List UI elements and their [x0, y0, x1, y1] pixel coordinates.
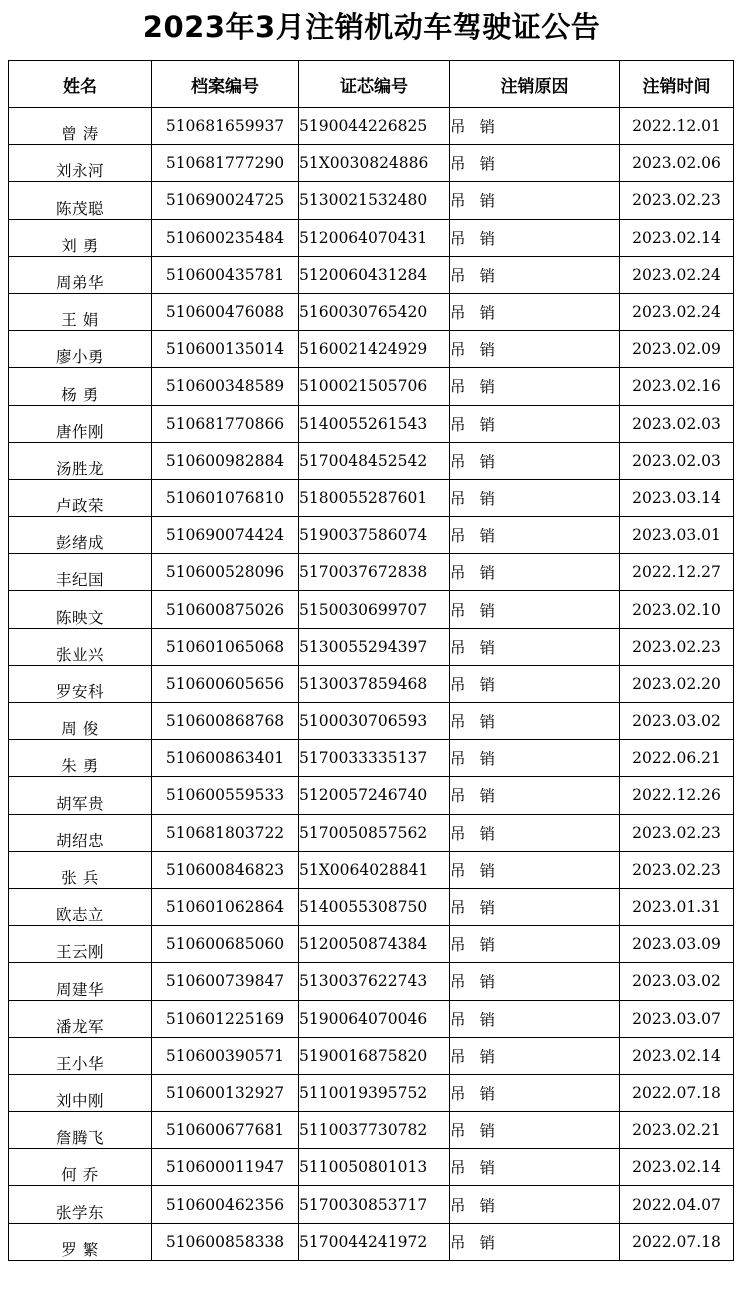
cell-name: 罗安科	[9, 665, 152, 702]
cell-file-number: 510600011947	[152, 1149, 299, 1186]
cell-chip-number: 5140055261543	[299, 405, 450, 442]
table-row	[9, 368, 734, 405]
cell-chip-number: 5170030853717	[299, 1186, 450, 1223]
table-row	[9, 219, 734, 256]
table-row	[9, 814, 734, 851]
cell-name: 陈映文	[9, 591, 152, 628]
cell-chip-number: 5130037859468	[299, 665, 450, 702]
table-row	[9, 331, 734, 368]
cell-date: 2023.02.20	[620, 665, 734, 702]
cell-date: 2022.04.07	[620, 1186, 734, 1223]
page-title: 2023年3月注销机动车驾驶证公告	[142, 10, 601, 44]
cell-date: 2022.12.26	[620, 777, 734, 814]
cell-name: 罗 繁	[9, 1223, 152, 1260]
column-header-reason: 注销原因	[450, 61, 620, 108]
column-header-file-number: 档案编号	[152, 61, 299, 108]
cell-chip-number: 5190016875820	[299, 1037, 450, 1074]
cell-reason: 吊销	[450, 963, 620, 1000]
cell-name: 刘永河	[9, 145, 152, 182]
cell-date: 2023.02.14	[620, 1149, 734, 1186]
cell-chip-number: 5110019395752	[299, 1074, 450, 1111]
cell-chip-number: 5190037586074	[299, 517, 450, 554]
table-row	[9, 442, 734, 479]
cell-chip-number: 5160021424929	[299, 331, 450, 368]
cell-date: 2023.03.01	[620, 517, 734, 554]
column-header-name: 姓名	[9, 61, 152, 108]
cell-name: 丰纪国	[9, 554, 152, 591]
cell-reason: 吊销	[450, 926, 620, 963]
cell-file-number: 510600739847	[152, 963, 299, 1000]
cell-reason: 吊销	[450, 1112, 620, 1149]
cell-name: 周建华	[9, 963, 152, 1000]
cell-reason: 吊销	[450, 591, 620, 628]
cell-name: 汤胜龙	[9, 442, 152, 479]
cell-reason: 吊销	[450, 703, 620, 740]
table-row	[9, 703, 734, 740]
cell-chip-number: 51X0064028841	[299, 851, 450, 888]
cell-date: 2023.03.02	[620, 963, 734, 1000]
cell-chip-number: 5130037622743	[299, 963, 450, 1000]
cell-reason: 吊销	[450, 888, 620, 925]
cell-file-number: 510600435781	[152, 256, 299, 293]
cell-file-number: 510601062864	[152, 888, 299, 925]
cell-reason: 吊销	[450, 554, 620, 591]
cell-reason: 吊销	[450, 182, 620, 219]
cell-reason: 吊销	[450, 1074, 620, 1111]
cell-name: 潘龙军	[9, 1000, 152, 1037]
cell-date: 2023.03.09	[620, 926, 734, 963]
cell-chip-number: 5120060431284	[299, 256, 450, 293]
cell-chip-number: 5120050874384	[299, 926, 450, 963]
cell-date: 2023.01.31	[620, 888, 734, 925]
cell-chip-number: 5190064070046	[299, 1000, 450, 1037]
cell-reason: 吊销	[450, 1037, 620, 1074]
table-row	[9, 1074, 734, 1111]
table-row	[9, 777, 734, 814]
cell-file-number: 510600846823	[152, 851, 299, 888]
cell-chip-number: 5160030765420	[299, 293, 450, 330]
table-row	[9, 926, 734, 963]
cell-file-number: 510600868768	[152, 703, 299, 740]
cell-chip-number: 5130021532480	[299, 182, 450, 219]
cell-date: 2022.07.18	[620, 1074, 734, 1111]
cell-reason: 吊销	[450, 368, 620, 405]
cell-date: 2022.07.18	[620, 1223, 734, 1260]
cell-file-number: 510601225169	[152, 1000, 299, 1037]
cell-reason: 吊销	[450, 479, 620, 516]
cell-name: 胡绍忠	[9, 814, 152, 851]
cell-name: 曾 涛	[9, 108, 152, 145]
table-row	[9, 591, 734, 628]
table-row	[9, 851, 734, 888]
cell-name: 廖小勇	[9, 331, 152, 368]
table-row	[9, 1186, 734, 1223]
cell-date: 2023.02.23	[620, 628, 734, 665]
table-row	[9, 963, 734, 1000]
cell-reason: 吊销	[450, 517, 620, 554]
cell-file-number: 510600390571	[152, 1037, 299, 1074]
cell-chip-number: 5170048452542	[299, 442, 450, 479]
cell-date: 2023.02.23	[620, 851, 734, 888]
cell-date: 2023.02.10	[620, 591, 734, 628]
cell-name: 何 乔	[9, 1149, 152, 1186]
cell-name: 周弟华	[9, 256, 152, 293]
cell-chip-number: 5110037730782	[299, 1112, 450, 1149]
cell-date: 2023.02.06	[620, 145, 734, 182]
table-row	[9, 293, 734, 330]
cell-file-number: 510600528096	[152, 554, 299, 591]
table-row	[9, 665, 734, 702]
cell-chip-number: 5170044241972	[299, 1223, 450, 1260]
cell-name: 彭绪成	[9, 517, 152, 554]
cell-file-number: 510600875026	[152, 591, 299, 628]
cell-name: 卢政荣	[9, 479, 152, 516]
cell-date: 2023.02.14	[620, 1037, 734, 1074]
table-row	[9, 108, 734, 145]
cell-reason: 吊销	[450, 1000, 620, 1037]
cell-chip-number: 5100030706593	[299, 703, 450, 740]
cell-reason: 吊销	[450, 628, 620, 665]
cell-chip-number: 5180055287601	[299, 479, 450, 516]
cell-name: 王 娟	[9, 293, 152, 330]
cell-chip-number: 5100021505706	[299, 368, 450, 405]
cell-name: 周 俊	[9, 703, 152, 740]
cell-reason: 吊销	[450, 442, 620, 479]
cell-date: 2022.12.27	[620, 554, 734, 591]
cell-file-number: 510600863401	[152, 740, 299, 777]
cell-file-number: 510681659937	[152, 108, 299, 145]
cell-date: 2023.02.09	[620, 331, 734, 368]
cell-file-number: 510600685060	[152, 926, 299, 963]
table-row	[9, 517, 734, 554]
cell-date: 2022.12.01	[620, 108, 734, 145]
cell-file-number: 510600677681	[152, 1112, 299, 1149]
cell-name: 刘 勇	[9, 219, 152, 256]
table-row	[9, 628, 734, 665]
table-row	[9, 182, 734, 219]
cell-file-number: 510600132927	[152, 1074, 299, 1111]
table-row	[9, 405, 734, 442]
cell-name: 王云刚	[9, 926, 152, 963]
cell-reason: 吊销	[450, 1186, 620, 1223]
cell-date: 2023.02.16	[620, 368, 734, 405]
cell-name: 杨 勇	[9, 368, 152, 405]
cell-reason: 吊销	[450, 814, 620, 851]
cell-reason: 吊销	[450, 108, 620, 145]
cell-reason: 吊销	[450, 740, 620, 777]
table-row	[9, 554, 734, 591]
cell-name: 詹腾飞	[9, 1112, 152, 1149]
cell-date: 2023.02.24	[620, 256, 734, 293]
cell-file-number: 510600462356	[152, 1186, 299, 1223]
cell-file-number: 510600982884	[152, 442, 299, 479]
table-row	[9, 740, 734, 777]
cell-file-number: 510690024725	[152, 182, 299, 219]
cell-date: 2023.02.23	[620, 814, 734, 851]
cell-chip-number: 5170037672838	[299, 554, 450, 591]
cell-date: 2023.02.24	[620, 293, 734, 330]
column-header-chip-number: 证芯编号	[299, 61, 450, 108]
cell-name: 朱 勇	[9, 740, 152, 777]
cell-chip-number: 5140055308750	[299, 888, 450, 925]
cell-name: 唐作刚	[9, 405, 152, 442]
cell-chip-number: 51X0030824886	[299, 145, 450, 182]
table-row	[9, 888, 734, 925]
cell-chip-number: 5170050857562	[299, 814, 450, 851]
table-row	[9, 1037, 734, 1074]
cell-reason: 吊销	[450, 665, 620, 702]
cell-name: 胡军贵	[9, 777, 152, 814]
cell-date: 2023.03.14	[620, 479, 734, 516]
column-header-date: 注销时间	[620, 61, 734, 108]
cell-chip-number: 5120064070431	[299, 219, 450, 256]
cell-reason: 吊销	[450, 777, 620, 814]
cell-date: 2022.06.21	[620, 740, 734, 777]
cell-file-number: 510690074424	[152, 517, 299, 554]
cell-file-number: 510681803722	[152, 814, 299, 851]
table-row	[9, 145, 734, 182]
cell-date: 2023.02.14	[620, 219, 734, 256]
cell-reason: 吊销	[450, 1149, 620, 1186]
cell-file-number: 510600235484	[152, 219, 299, 256]
cell-date: 2023.03.02	[620, 703, 734, 740]
cell-chip-number: 5190044226825	[299, 108, 450, 145]
table-body	[9, 108, 734, 1261]
cell-name: 陈茂聪	[9, 182, 152, 219]
cell-file-number: 510600476088	[152, 293, 299, 330]
cell-name: 张业兴	[9, 628, 152, 665]
table-header-row	[9, 61, 734, 108]
cell-file-number: 510600348589	[152, 368, 299, 405]
cell-chip-number: 5170033335137	[299, 740, 450, 777]
cell-name: 刘中刚	[9, 1074, 152, 1111]
table-row	[9, 1000, 734, 1037]
cell-reason: 吊销	[450, 219, 620, 256]
cell-file-number: 510600605656	[152, 665, 299, 702]
cell-name: 欧志立	[9, 888, 152, 925]
cell-file-number: 510681777290	[152, 145, 299, 182]
cell-name: 张 兵	[9, 851, 152, 888]
table-row	[9, 256, 734, 293]
table-row	[9, 479, 734, 516]
cell-file-number: 510600858338	[152, 1223, 299, 1260]
cell-date: 2023.02.03	[620, 442, 734, 479]
cell-chip-number: 5120057246740	[299, 777, 450, 814]
cell-reason: 吊销	[450, 405, 620, 442]
table-row	[9, 1112, 734, 1149]
table-row	[9, 1223, 734, 1260]
cell-reason: 吊销	[450, 256, 620, 293]
cell-date: 2023.02.23	[620, 182, 734, 219]
cell-name: 张学东	[9, 1186, 152, 1223]
cell-file-number: 510601065068	[152, 628, 299, 665]
cell-chip-number: 5150030699707	[299, 591, 450, 628]
cell-chip-number: 5130055294397	[299, 628, 450, 665]
cell-date: 2023.02.21	[620, 1112, 734, 1149]
cell-chip-number: 5110050801013	[299, 1149, 450, 1186]
cell-file-number: 510601076810	[152, 479, 299, 516]
cancellation-table	[8, 60, 734, 1261]
cell-file-number: 510681770866	[152, 405, 299, 442]
cell-reason: 吊销	[450, 293, 620, 330]
cell-date: 2023.03.07	[620, 1000, 734, 1037]
cell-file-number: 510600559533	[152, 777, 299, 814]
cell-file-number: 510600135014	[152, 331, 299, 368]
cell-reason: 吊销	[450, 1223, 620, 1260]
cell-date: 2023.02.03	[620, 405, 734, 442]
cell-name: 王小华	[9, 1037, 152, 1074]
cell-reason: 吊销	[450, 145, 620, 182]
cell-reason: 吊销	[450, 851, 620, 888]
cell-reason: 吊销	[450, 331, 620, 368]
table-row	[9, 1149, 734, 1186]
